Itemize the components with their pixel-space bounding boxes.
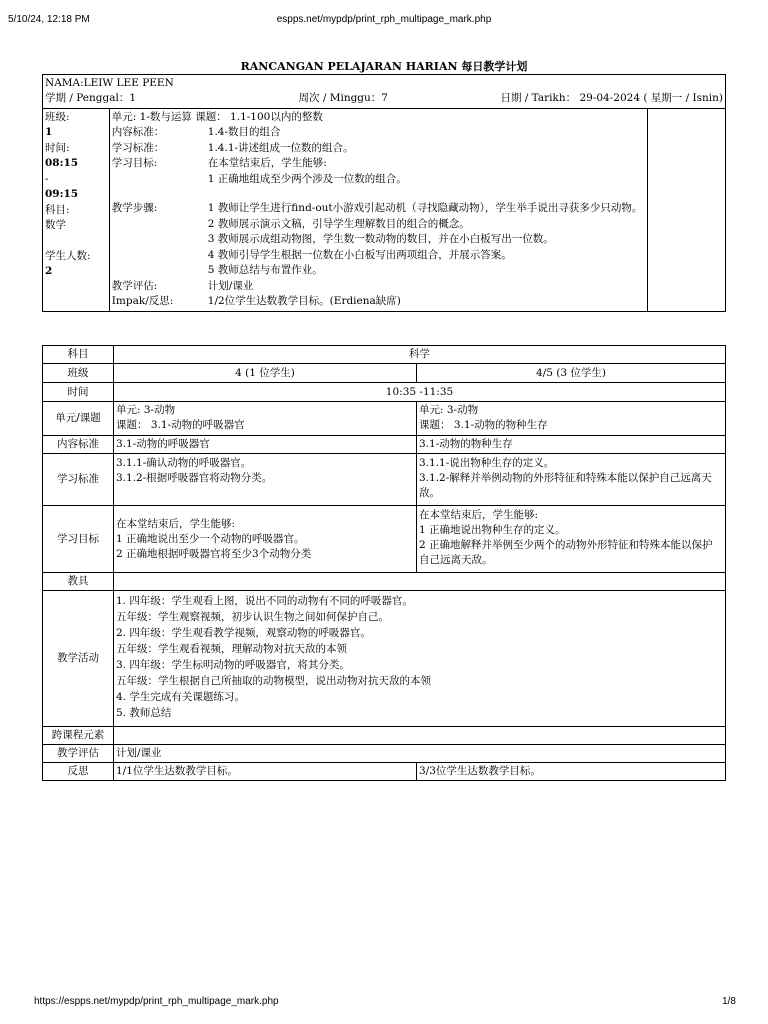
lesson1-content-cell: [109, 108, 647, 311]
class-value: 1: [45, 126, 53, 138]
week-minggu: 周次 / Minggu：7: [298, 92, 388, 104]
goal-a-cell: [114, 506, 417, 573]
activity-item: 2. 四年级：学生观看教学视频，观察动物的呼吸器官。: [116, 627, 371, 639]
class-label: 班级:: [45, 110, 70, 123]
learn-b-cell: [417, 454, 726, 506]
print-datetime: 5/10/24, 12:18 PM: [8, 14, 90, 25]
teacher-name: NAMA:LEIW LEE PEEN: [43, 75, 726, 92]
lesson1-row: [112, 263, 645, 279]
lesson1-row-label: [112, 248, 208, 264]
lesson1-row-label: [112, 232, 208, 248]
lesson1-row-value: 5 教师总结与布置作业。: [207, 264, 323, 276]
assess-label-cell: 教学评估: [43, 745, 114, 763]
lesson1-row: [112, 125, 645, 141]
lesson1-row: [112, 141, 645, 157]
activity-item: 3. 四年级：学生标明动物的呼吸器官，将其分类。: [116, 659, 350, 671]
date-tarikh: 日期 / Tarikh： 29-04-2024 ( 星期一 / Isnin): [500, 92, 723, 104]
content-label-cell: 内容标准: [43, 436, 114, 454]
lesson1-unit: 单元: 1-数与运算 课题： 1.1-100以内的整数: [111, 110, 323, 123]
lesson1-row-value: 计划/课业: [207, 279, 254, 292]
class-label-cell: 班级: [43, 364, 114, 383]
activity-list: [114, 591, 726, 727]
unit-b-line1: 单元: 3-动物: [419, 404, 479, 416]
lesson1-row-label: [112, 217, 208, 233]
goal-b-cell: [417, 506, 726, 573]
learn-label-cell: 学习标准: [43, 454, 114, 506]
activity-item: 5. 教师总结: [116, 707, 172, 719]
term-penggal: 学期 / Penggal：1: [45, 92, 137, 104]
print-footer-url: https://espps.net/mypdp/print_rph_multipage_mark.php: [34, 996, 279, 1007]
reflect-b-cell: 3/3位学生达数教学目标。: [417, 763, 726, 781]
lesson1-row-label: Impak/反思:: [111, 295, 174, 307]
reflect-label-cell: 反思: [43, 763, 114, 781]
lesson1-row-value: 1 正确地组成至少两个涉及一位数的组合。: [207, 172, 407, 185]
lesson1-row-value: 3 教师展示成组动物图，学生数一数动物的数目，并在小白板写出一位数。: [207, 233, 554, 245]
lesson-info-table: [42, 74, 726, 312]
subject-label: 科目:: [45, 203, 70, 216]
lesson1-row-value: 1.4.1-讲述组成一位数的组合。: [207, 141, 354, 154]
lesson1-row-label: 教学评估:: [111, 279, 158, 292]
lesson1-row: [112, 201, 645, 217]
goal-b-line2: 1 正确地说出物种生存的定义。: [419, 524, 566, 536]
lesson1-row: [112, 279, 645, 295]
lesson1-row-value: 1.4-数目的组合: [207, 126, 281, 138]
meta-row: [43, 91, 726, 108]
lesson1-row: [112, 172, 645, 188]
learn-b-line1: 3.1.1-说出物种生存的定义。: [419, 457, 555, 469]
assess-value-cell: 计划/课业: [114, 745, 726, 763]
lesson1-row-label: 内容标准：: [111, 126, 165, 138]
time-label: 时间:: [45, 141, 70, 154]
content-a-cell: 3.1-动物的呼吸器官: [114, 436, 417, 454]
page-title: RANCANGAN PELAJARAN HARIAN 每日教学计划: [240, 60, 528, 73]
goal-a-line2: 1 正确地说出至少一个动物的呼吸器官。: [116, 532, 305, 545]
unit-label-cell: 单元/课题: [43, 402, 114, 436]
goal-b-line1: 在本堂结束后，学生能够:: [419, 509, 539, 521]
activity-item: 4. 学生完成有关课题练习。: [116, 691, 245, 703]
print-page-title: espps.net/mypdp/print_rph_multipage_mark.php: [276, 14, 492, 25]
print-page-number: 1/8: [722, 996, 736, 1007]
cross-value-cell: [114, 727, 726, 745]
lesson1-row: [112, 232, 645, 248]
reflect-a-cell: 1/1位学生达数教学目标。: [114, 763, 417, 781]
lesson1-row-label: [112, 263, 208, 279]
goal-a-line1: 在本堂结束后，学生能够:: [116, 517, 236, 530]
time-end: 09:15: [45, 188, 79, 200]
unit-a-cell: [114, 402, 417, 436]
lesson1-row-label: 学习标准：: [111, 141, 165, 154]
class-a-cell: 4 (1 位学生): [114, 364, 417, 383]
activity-label-cell: 教学活动: [43, 591, 114, 727]
lesson1-row: [112, 156, 645, 172]
goal-a-line3: 2 正确地根据呼吸器官将至少3个动物分类: [116, 547, 312, 560]
subject-value-cell: 科学: [114, 346, 726, 364]
lesson1-row: [112, 294, 645, 310]
students-value: 2: [45, 265, 53, 277]
activity-item: 五年级：学生观察视频，初步认识生物之间如何保护自己。: [116, 611, 389, 623]
lesson1-row-value: 1/2位学生达数教学目标。(Erdiena缺席): [207, 295, 401, 307]
lesson1-row-value: 2 教师展示演示文稿，引导学生理解数目的组合的概念。: [207, 217, 470, 230]
lesson1-rows: [112, 125, 645, 310]
science-table: [42, 345, 726, 781]
tools-label-cell: 教具: [43, 573, 114, 591]
lesson1-empty-cell: [647, 108, 725, 311]
subject-label-cell: 科目: [43, 346, 114, 364]
goal-label-cell: 学习目标: [43, 506, 114, 573]
learn-a-line1: 3.1.1-确认动物的呼吸器官。: [116, 457, 252, 469]
lesson1-row-label: 学习目标:: [111, 157, 158, 169]
time-start: 08:15: [45, 157, 79, 169]
learn-a-cell: [114, 454, 417, 506]
time-value-cell: 10:35 -11:35: [114, 383, 726, 402]
lesson1-row-label: [112, 172, 208, 188]
content-b-cell: 3.1-动物的物种生存: [417, 436, 726, 454]
activity-item: 1. 四年级：学生观看上图，说出不同的动物有不同的呼吸器官。: [116, 595, 413, 607]
unit-b-cell: [417, 402, 726, 436]
time-label-cell: 时间: [43, 383, 114, 402]
activity-item: 五年级：学生根据自己所抽取的动物模型，说出动物对抗天敌的本领: [116, 675, 431, 687]
unit-a-line2: 课题： 3.1-动物的呼吸器官: [116, 419, 245, 431]
lesson1-row-label: 教学步骤:: [111, 202, 158, 214]
lesson1-row-value: 在本堂结束后，学生能够:: [207, 157, 327, 169]
tools-value-cell: [114, 573, 726, 591]
subject-value: 数学: [45, 219, 66, 231]
unit-b-line2: 课题： 3.1-动物的物种生存: [419, 419, 548, 431]
lesson1-row-value: 4 教师引导学生根据一位数在小白板写出两项组合，并展示答案。: [207, 248, 512, 261]
learn-a-line2: 3.1.2-根据呼吸器官将动物分类。: [116, 472, 273, 484]
class-b-cell: 4/5 (3 位学生): [417, 364, 726, 383]
unit-a-line1: 单元: 3-动物: [116, 404, 176, 416]
lesson1-row-value: 1 教师让学生进行find-out小游戏引起动机（寻找隐藏动物），学生举手说出寻获多少只动物。: [207, 202, 643, 214]
cross-label-cell: 跨课程元素: [43, 727, 114, 745]
time-dash: -: [45, 172, 49, 185]
lesson1-row: [112, 248, 645, 264]
lesson1-meta-cell: [43, 108, 110, 311]
lesson1-row: [112, 217, 645, 233]
students-label: 学生人数:: [45, 249, 91, 262]
activity-item: 五年级：学生观看视频，理解动物对抗天敌的本领: [116, 643, 347, 655]
learn-b-line2: 3.1.2-解释并举例动物的外形特征和特殊本能以保护自己远离天敌。: [419, 472, 712, 499]
goal-b-line3: 2 正确地解释并举例至少两个的动物外形特征和特殊本能以保护自己远离天敌。: [419, 539, 713, 566]
